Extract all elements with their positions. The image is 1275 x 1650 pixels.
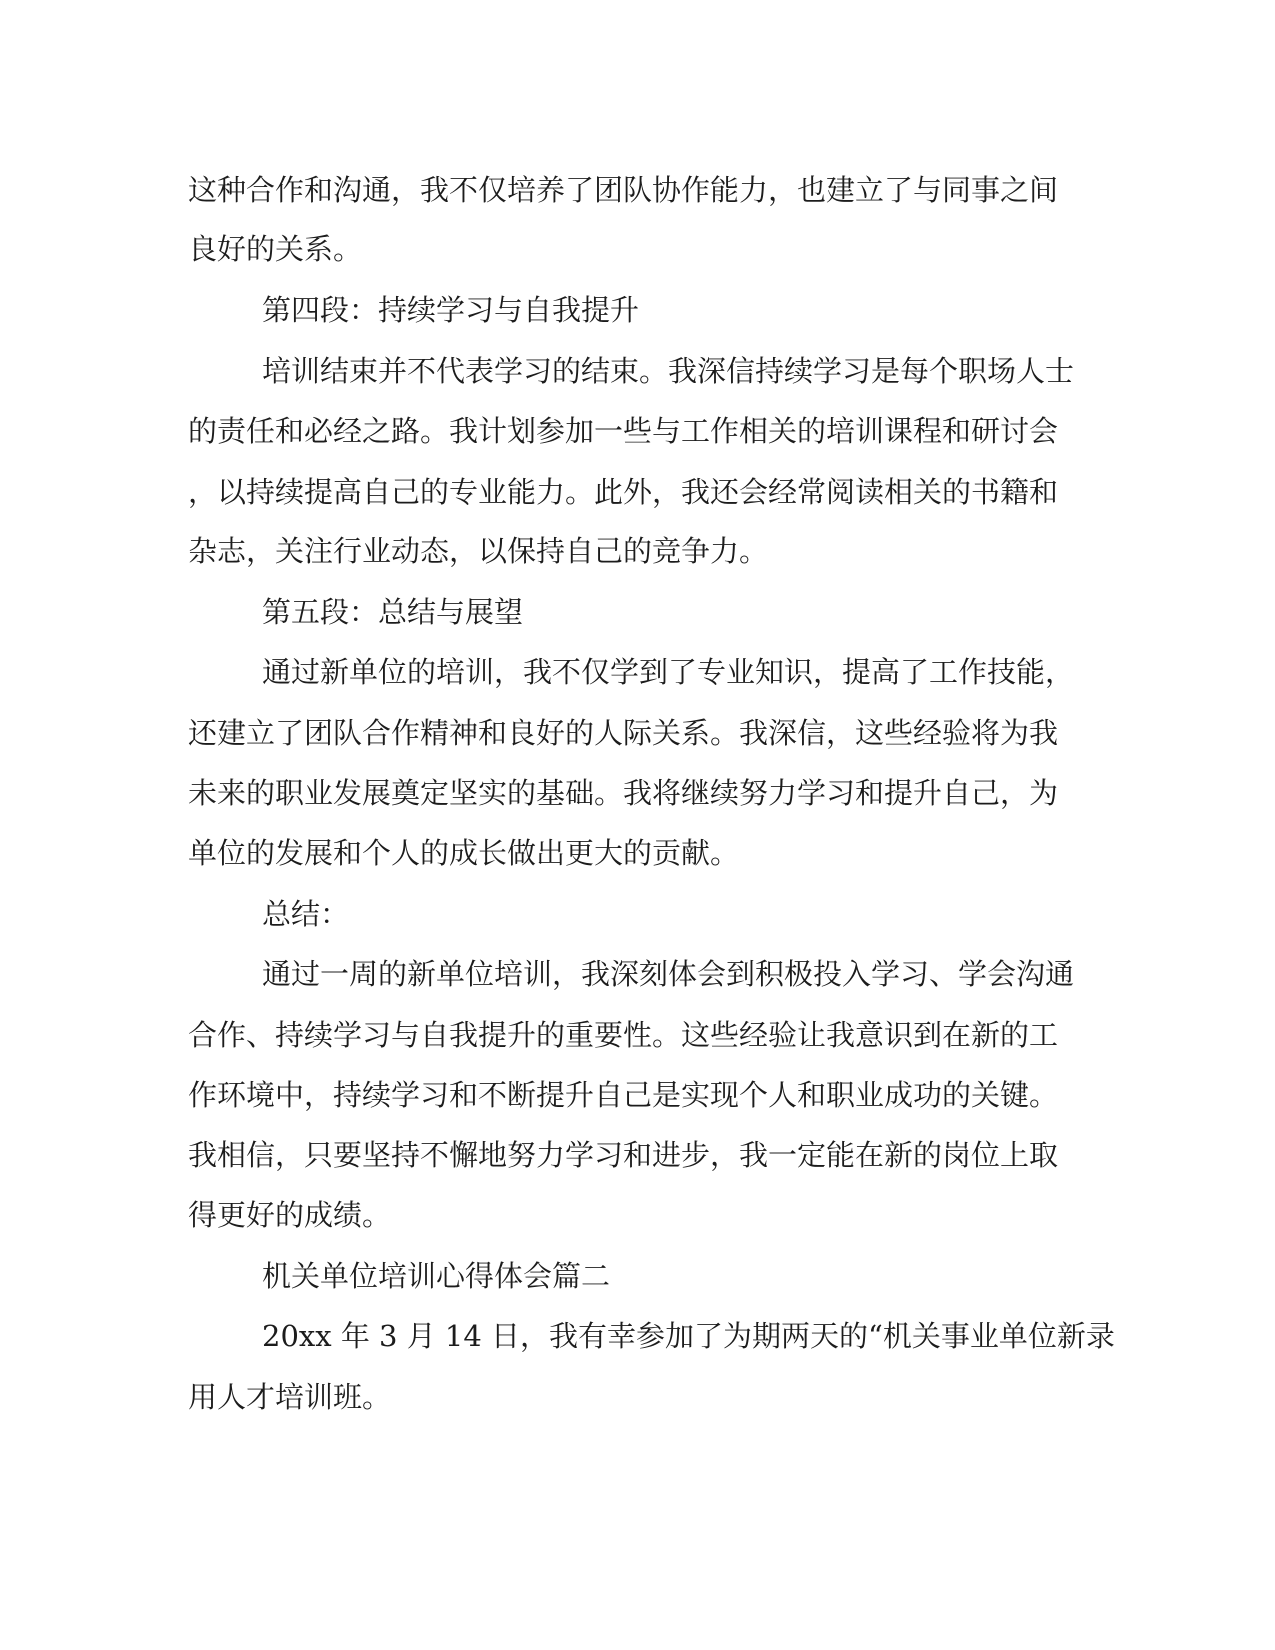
section-heading: 机关单位培训心得体会篇二 <box>262 1259 611 1293</box>
text-line: 杂志，关注行业动态，以保持自己的竞争力。 <box>188 534 769 568</box>
text-line: 良好的关系。 <box>188 232 363 266</box>
text-line: 单位的发展和个人的成长做出更大的贡献。 <box>188 836 740 870</box>
section-heading: 第四段：持续学习与自我提升 <box>262 293 640 327</box>
text-line: 的责任和必经之路。我计划参加一些与工作相关的培训课程和研讨会 <box>188 414 1059 448</box>
text-line: 通过一周的新单位培训，我深刻体会到积极投入学习、学会沟通 <box>262 957 1075 991</box>
text-line: 20xx 年 3 月 14 日，我有幸参加了为期两天的“机关事业单位新录 <box>262 1319 1115 1353</box>
text-line: 得更好的成绩。 <box>188 1198 392 1232</box>
text-line: 未来的职业发展奠定坚实的基础。我将继续努力学习和提升自己，为 <box>188 776 1059 810</box>
text-line: 合作、持续学习与自我提升的重要性。这些经验让我意识到在新的工 <box>188 1018 1059 1052</box>
section-heading: 总结： <box>262 897 350 931</box>
text-line: 这种合作和沟通，我不仅培养了团队协作能力，也建立了与同事之间 <box>188 173 1059 207</box>
text-line: 通过新单位的培训，我不仅学到了专业知识，提高了工作技能， <box>262 655 1075 689</box>
text-line: 培训结束并不代表学习的结束。我深信持续学习是每个职场人士 <box>262 354 1075 388</box>
text-line: 作环境中，持续学习和不断提升自己是实现个人和职业成功的关键。 <box>188 1078 1059 1112</box>
text-line: 用人才培训班。 <box>188 1380 392 1414</box>
text-line: 我相信，只要坚持不懈地努力学习和进步，我一定能在新的岗位上取 <box>188 1138 1059 1172</box>
text-line: 还建立了团队合作精神和良好的人际关系。我深信，这些经验将为我 <box>188 716 1059 750</box>
section-heading: 第五段：总结与展望 <box>262 595 524 629</box>
text-line: ，以持续提高自己的专业能力。此外，我还会经常阅读相关的书籍和 <box>188 475 1059 509</box>
